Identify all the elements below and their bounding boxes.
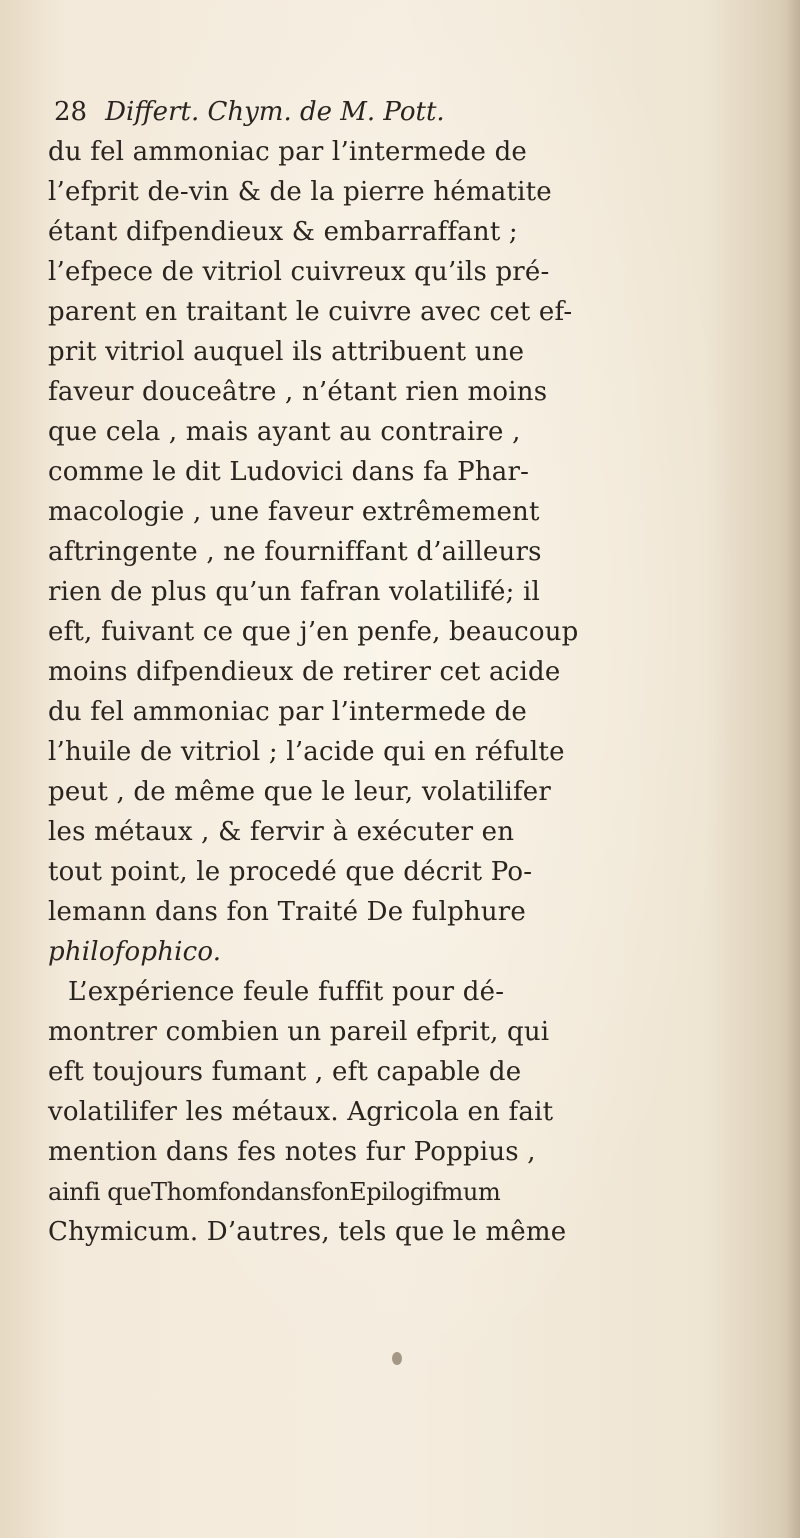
text-line: du fel ammoniac par l’intermede de (48, 697, 528, 727)
text-line: du fel ammoniac par l’intermede de (48, 137, 528, 167)
page-number: 28 (54, 97, 88, 127)
text-line: volatilifer les métaux. Agricola en fait (48, 1097, 554, 1127)
text-line: mention dans fes notes fur Poppius , (48, 1137, 536, 1167)
text-line: eft, fuivant ce que j’en penfe, beaucoup (48, 617, 579, 647)
text-line: l’efpece de vitriol cuivreux qu’ils pré- (48, 257, 550, 287)
text-line: prit vitriol auquel ils attribuent une (48, 337, 525, 367)
text-line: eft toujours fumant , eft capable de (48, 1057, 522, 1087)
text-line: macologie , une faveur extrêmement (48, 497, 540, 527)
running-title: Differt. Chym. de M. Pott. (105, 97, 445, 127)
text-line: moins difpendieux de retirer cet acide (48, 657, 561, 687)
text-line: L’expérience feule fuffit pour dé- (68, 977, 505, 1007)
text-line: faveur douceâtre , n’étant rien moins (48, 377, 548, 407)
text-line: comme le dit Ludovici dans fa Phar- (48, 457, 530, 487)
text-line: parent en traitant le cuivre avec cet ef- (48, 297, 573, 327)
page-edge-shadow (786, 0, 800, 1538)
text-line: étant difpendieux & embarraffant ; (48, 217, 518, 247)
text-line: les métaux , & fervir à exécuter en (48, 817, 515, 847)
text-line: Chymicum. D’autres, tels que le même (48, 1217, 567, 1247)
text-line: tout point, le procedé que décrit Po- (48, 857, 533, 887)
text-line: que cela , mais ayant au contraire , (48, 417, 521, 447)
text-line: lemann dans fon Traité De fulphure (48, 897, 527, 927)
ink-spot (392, 1352, 402, 1365)
running-header (54, 92, 786, 132)
text-line: aftringente , ne fourniffant d’ailleurs (48, 537, 542, 567)
text-line: rien de plus qu’un fafran volatilifé; il (48, 577, 541, 607)
text-block (48, 92, 786, 1252)
text-line: peut , de même que le leur, volatilifer (48, 777, 552, 807)
text-line: l’efprit de-vin & de la pierre hématite (48, 177, 552, 207)
text-line: l’huile de vitriol ; l’acide qui en réfulte (48, 737, 565, 767)
text-line: philofophico. (48, 937, 222, 967)
text-line: montrer combien un pareil efprit, qui (48, 1017, 550, 1047)
text-line: ainfi queThomfondansfonEpilogifmum (48, 1178, 501, 1206)
